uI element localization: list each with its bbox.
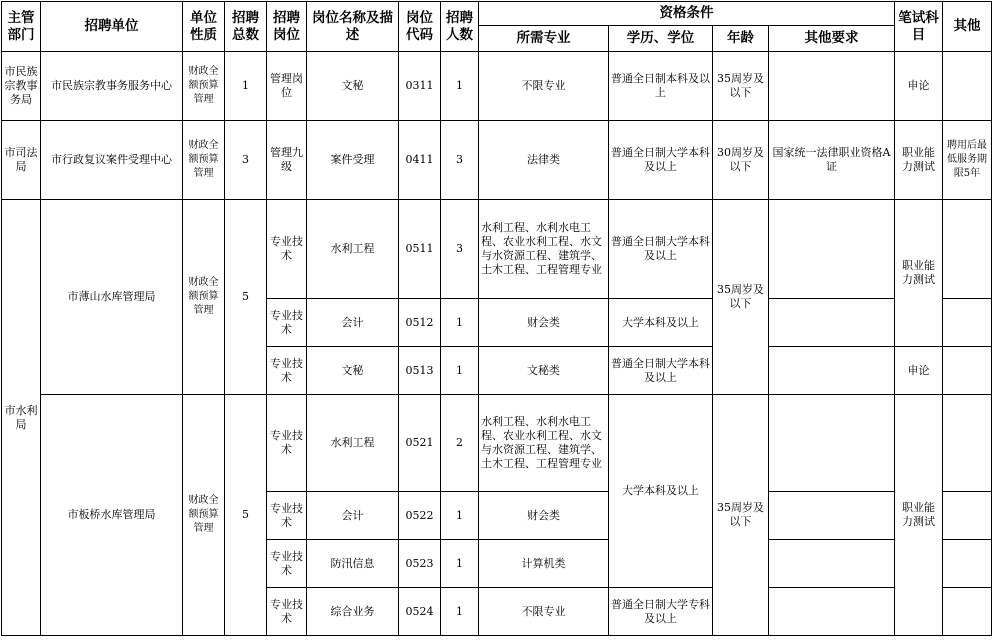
degree-cell: 普通全日制大学本科及以上 — [609, 347, 713, 395]
age-cell: 35周岁及以下 — [713, 52, 769, 121]
total-cell: 5 — [225, 200, 267, 395]
post-cell: 专业技术 — [267, 347, 307, 395]
major-cell: 财会类 — [479, 299, 609, 347]
header-post: 招聘岗位 — [267, 2, 307, 52]
total-cell: 1 — [225, 52, 267, 121]
other-req-cell — [769, 52, 895, 121]
count-cell: 1 — [441, 52, 479, 121]
table-row — [2, 52, 992, 121]
count-cell: 3 — [441, 200, 479, 299]
other-req-cell — [769, 492, 895, 540]
nature-cell: 财政全额预算管理 — [183, 200, 225, 395]
major-cell: 水利工程、水利水电工程、农业水利工程、水文与水资源工程、建筑学、土木工程、工程管理专业 — [479, 200, 609, 299]
post-cell: 专业技术 — [267, 299, 307, 347]
post-name-cell: 文秘 — [307, 347, 399, 395]
code-cell: 0512 — [399, 299, 441, 347]
post-name-cell: 会计 — [307, 299, 399, 347]
degree-cell: 普通全日制大学本科及以上 — [609, 121, 713, 200]
post-cell: 管理岗位 — [267, 52, 307, 121]
post-name-cell: 文秘 — [307, 52, 399, 121]
code-cell: 0513 — [399, 347, 441, 395]
code-cell: 0521 — [399, 395, 441, 492]
post-name-cell: 会计 — [307, 492, 399, 540]
header-qualifications: 资格条件 — [479, 2, 895, 26]
post-cell: 专业技术 — [267, 395, 307, 492]
nature-cell: 财政全额预算管理 — [183, 121, 225, 200]
count-cell: 1 — [441, 347, 479, 395]
other-cell — [943, 347, 992, 395]
unit-cell-boshan: 市薄山水库管理局 — [41, 200, 183, 395]
header-code: 岗位代码 — [399, 2, 441, 52]
header-dept: 主管部门 — [2, 2, 41, 52]
post-name-cell: 案件受理 — [307, 121, 399, 200]
nature-cell: 财政全额预算管理 — [183, 52, 225, 121]
count-cell: 1 — [441, 492, 479, 540]
unit-cell: 市民族宗教事务服务中心 — [41, 52, 183, 121]
table-row — [2, 200, 992, 299]
unit-cell-banqiao: 市板桥水库管理局 — [41, 395, 183, 636]
code-cell: 0511 — [399, 200, 441, 299]
other-req-cell — [769, 540, 895, 588]
header-count: 招聘人数 — [441, 2, 479, 52]
total-cell: 3 — [225, 121, 267, 200]
header-total: 招聘总数 — [225, 2, 267, 52]
code-cell: 0311 — [399, 52, 441, 121]
header-nature: 单位性质 — [183, 2, 225, 52]
dept-cell: 市司法局 — [2, 121, 41, 200]
other-cell — [943, 395, 992, 492]
major-cell: 文秘类 — [479, 347, 609, 395]
degree-cell: 普通全日制大学本科及以上 — [609, 200, 713, 299]
other-req-cell — [769, 299, 895, 347]
other-req-cell: 国家统一法律职业资格A证 — [769, 121, 895, 200]
count-cell: 1 — [441, 299, 479, 347]
header-other-req: 其他要求 — [769, 26, 895, 52]
degree-cell: 大学本科及以上 — [609, 299, 713, 347]
other-req-cell — [769, 395, 895, 492]
code-cell: 0411 — [399, 121, 441, 200]
exam-cell: 职业能力测试 — [895, 395, 943, 636]
other-cell — [943, 540, 992, 588]
major-cell: 不限专业 — [479, 588, 609, 636]
total-cell: 5 — [225, 395, 267, 636]
header-post-name: 岗位名称及描述 — [307, 2, 399, 52]
code-cell: 0522 — [399, 492, 441, 540]
dept-cell-water: 市水利局 — [2, 200, 41, 636]
major-cell: 财会类 — [479, 492, 609, 540]
exam-cell: 申论 — [895, 347, 943, 395]
post-cell: 管理九级 — [267, 121, 307, 200]
table-row — [2, 121, 992, 200]
post-cell: 专业技术 — [267, 200, 307, 299]
header-age: 年龄 — [713, 26, 769, 52]
other-req-cell — [769, 200, 895, 299]
major-cell: 法律类 — [479, 121, 609, 200]
nature-cell: 财政全额预算管理 — [183, 395, 225, 636]
degree-cell: 大学本科及以上 — [609, 395, 713, 588]
major-cell: 计算机类 — [479, 540, 609, 588]
degree-cell: 普通全日制本科及以上 — [609, 52, 713, 121]
other-cell: 聘用后最低服务期限5年 — [943, 121, 992, 200]
other-cell — [943, 588, 992, 636]
post-name-cell: 综合业务 — [307, 588, 399, 636]
other-req-cell — [769, 347, 895, 395]
major-cell: 水利工程、水利水电工程、农业水利工程、水文与水资源工程、建筑学、土木工程、工程管理专业 — [479, 395, 609, 492]
degree-cell: 普通全日制大学专科及以上 — [609, 588, 713, 636]
other-req-cell — [769, 588, 895, 636]
post-name-cell: 防汛信息 — [307, 540, 399, 588]
exam-cell: 职业能力测试 — [895, 121, 943, 200]
other-cell — [943, 52, 992, 121]
age-cell: 30周岁及以下 — [713, 121, 769, 200]
age-cell: 35周岁及以下 — [713, 200, 769, 395]
recruitment-table — [1, 1, 992, 636]
header-unit: 招聘单位 — [41, 2, 183, 52]
post-name-cell: 水利工程 — [307, 395, 399, 492]
count-cell: 3 — [441, 121, 479, 200]
code-cell: 0524 — [399, 588, 441, 636]
count-cell: 1 — [441, 588, 479, 636]
exam-cell: 职业能力测试 — [895, 200, 943, 347]
header-major: 所需专业 — [479, 26, 609, 52]
code-cell: 0523 — [399, 540, 441, 588]
unit-cell: 市行政复议案件受理中心 — [41, 121, 183, 200]
major-cell: 不限专业 — [479, 52, 609, 121]
post-name-cell: 水利工程 — [307, 200, 399, 299]
other-cell — [943, 492, 992, 540]
other-cell — [943, 299, 992, 347]
header-other: 其他 — [943, 2, 992, 52]
count-cell: 1 — [441, 540, 479, 588]
header-row-1 — [2, 2, 992, 26]
count-cell: 2 — [441, 395, 479, 492]
dept-cell: 市民族宗教事务局 — [2, 52, 41, 121]
other-cell — [943, 200, 992, 299]
table-row — [2, 395, 992, 492]
header-exam: 笔试科目 — [895, 2, 943, 52]
post-cell: 专业技术 — [267, 540, 307, 588]
header-degree: 学历、学位 — [609, 26, 713, 52]
recruitment-table-wrapper — [1, 1, 992, 636]
exam-cell: 申论 — [895, 52, 943, 121]
age-cell: 35周岁及以下 — [713, 395, 769, 636]
post-cell: 专业技术 — [267, 492, 307, 540]
post-cell: 专业技术 — [267, 588, 307, 636]
